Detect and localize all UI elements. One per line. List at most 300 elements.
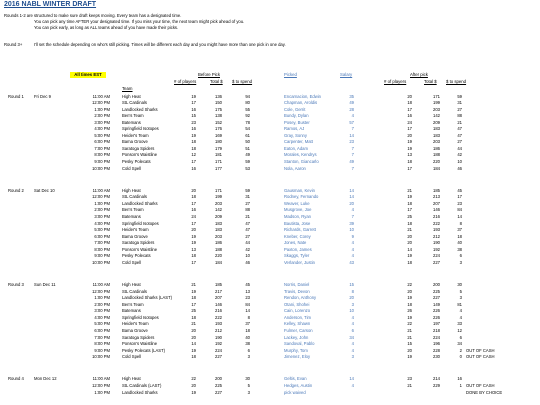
cell-at: 224 — [433, 253, 440, 259]
cell-at: 216 — [433, 214, 440, 220]
cell-team: Ben's Team — [122, 113, 144, 119]
cell-n: 18 — [191, 354, 196, 360]
cell-n: 20 — [191, 187, 196, 193]
cell-s: 51 — [245, 145, 250, 151]
cell-picked: Lackey, John — [284, 334, 309, 340]
cell-picked: Musgrove, Joe — [284, 207, 312, 213]
cell-t: 193 — [215, 321, 222, 327]
cell-sal: 34 — [349, 334, 354, 340]
cell-an: 21 — [407, 383, 412, 388]
cell-n: 12 — [191, 152, 196, 158]
after-pick-header: After pick — [410, 72, 428, 77]
cell-s: 3 — [247, 354, 250, 360]
cell-at: 218 — [433, 327, 440, 333]
cell-sal: 14 — [349, 194, 354, 200]
cell-note: OUT OF CASH — [466, 347, 495, 353]
cell-t: 225 — [215, 383, 222, 388]
cell-n: 19 — [191, 240, 196, 246]
cell-sal: 7 — [351, 165, 354, 171]
cell-picked: Otani, Shohei — [284, 301, 310, 307]
cell-s: 80 — [245, 100, 250, 106]
cell-an: 17 — [407, 207, 412, 213]
cell-as: 33 — [457, 321, 462, 327]
cell-s: 23 — [245, 295, 250, 301]
cell-an: 17 — [407, 165, 412, 171]
cell-at: 222 — [433, 220, 440, 226]
cell-t: 175 — [215, 106, 222, 112]
cell-sal: 28 — [349, 106, 354, 112]
cell-picked: Rodney, Fernando — [284, 194, 319, 200]
cell-team: Bama Groove — [122, 327, 148, 333]
cell-picked: Travis, Devon — [284, 288, 310, 294]
intro-round3-label: Round 3+ — [4, 42, 23, 47]
cell-as: 88 — [457, 113, 462, 119]
cell-s: 40 — [245, 334, 250, 340]
cell-at: 228 — [433, 347, 440, 353]
table-row — [0, 354, 540, 361]
cell-as: 5 — [459, 288, 462, 294]
cell-team: Pesky Polecats — [122, 253, 151, 259]
cell-t: 209 — [215, 214, 222, 220]
cell-n: 21 — [191, 321, 196, 327]
cell-t: 183 — [215, 220, 222, 226]
cell-at: 196 — [433, 341, 440, 347]
cell-picked: Ramos, AJ — [284, 126, 305, 132]
cell-n: 17 — [191, 159, 196, 164]
cell-n: 20 — [191, 227, 196, 233]
cell-time: 11:00 AM — [92, 187, 110, 193]
cell-team: Bama Groove — [122, 233, 148, 239]
cell-at: 229 — [433, 383, 440, 388]
cell-s: 84 — [245, 301, 250, 307]
cell-time: 3:00 PM — [94, 214, 110, 220]
cell-sal: 35 — [349, 93, 354, 99]
cell-sal: 4 — [351, 341, 354, 347]
cell-t: 227 — [215, 354, 222, 360]
cell-as: 38 — [457, 246, 462, 252]
cell-an: 19 — [407, 295, 412, 301]
cell-as: 46 — [457, 165, 462, 171]
cell-time: 4:00 PM — [94, 220, 110, 226]
cell-picked: Kelley, Shawn — [284, 321, 311, 327]
cell-s: 8 — [247, 314, 250, 320]
cell-sal: 43 — [349, 259, 354, 265]
cell-team: Saratoga Spiders — [122, 240, 155, 246]
cell-team: Springfield Isotopes — [122, 314, 159, 320]
cell-an: 14 — [407, 246, 412, 252]
cell-team: Ponson's Waistline — [122, 246, 158, 252]
cell-at: 193 — [433, 227, 440, 233]
cell-picked: Bautista, Jose — [284, 220, 311, 226]
cell-picked: Jimenez, Eloy — [284, 354, 311, 360]
after-total-header: Total $ — [424, 79, 437, 84]
cell-as: 6 — [459, 334, 462, 340]
cell-t: 146 — [215, 301, 222, 307]
cell-at: 149 — [433, 301, 440, 307]
cell-at: 185 — [433, 187, 440, 193]
cell-picked: Cole, Gerrit — [284, 106, 306, 112]
cell-picked: Carpenter, Matt — [284, 139, 313, 145]
cell-as: 23 — [457, 200, 462, 206]
cell-picked: Madson, Ryan — [284, 214, 311, 220]
cell-n: 17 — [191, 100, 196, 106]
cell-as: 47 — [457, 132, 462, 138]
cell-t: 152 — [215, 119, 222, 125]
all-times-label: All times EST — [70, 72, 106, 78]
cell-s: 59 — [245, 187, 250, 193]
cell-team: Ben's Team — [122, 207, 144, 213]
cell-round: Round 1 — [8, 93, 24, 99]
cell-time: 4:00 PM — [94, 126, 110, 132]
cell-an: 18 — [407, 159, 412, 164]
cell-at: 192 — [433, 246, 440, 252]
cell-date: Fri Dec 9 — [34, 93, 51, 99]
cell-n: 17 — [191, 259, 196, 265]
cell-an: 21 — [407, 334, 412, 340]
cell-n: 19 — [191, 233, 196, 239]
cell-date: Sun Dec 11 — [34, 282, 56, 288]
cell-an: 18 — [407, 100, 412, 106]
cell-time: 8:00 PM — [94, 152, 110, 158]
cell-picked: Fulmer, Carson — [284, 327, 313, 333]
cell-an: 16 — [407, 113, 412, 119]
cell-an: 19 — [407, 194, 412, 200]
cell-time: 10:00 PM — [92, 165, 110, 171]
cell-an: 24 — [407, 119, 412, 125]
cell-sal: 20 — [349, 295, 354, 301]
cell-picked: Richards, Garrett — [284, 227, 316, 233]
cell-sal: 14 — [349, 132, 354, 138]
cell-s: 27 — [245, 200, 250, 206]
cell-t: 200 — [215, 376, 222, 382]
cell-team: StL Cardinals — [122, 194, 147, 200]
cell-sal: 23 — [349, 139, 354, 145]
cell-team: StL Cardinals — [122, 100, 147, 106]
cell-at: 186 — [433, 145, 440, 151]
cell-picked: Norris, Daniel — [284, 282, 310, 288]
cell-s: 50 — [245, 139, 250, 145]
cell-as: 4 — [459, 308, 462, 314]
cell-team: Cold Spell — [122, 165, 142, 171]
cell-n: 16 — [191, 207, 196, 213]
cell-sal: 7 — [351, 152, 354, 158]
cell-an: 26 — [407, 308, 412, 314]
cell-team: Springfield Isotopes — [122, 126, 159, 132]
cell-t: 184 — [215, 259, 222, 265]
cell-s: 3 — [247, 389, 250, 395]
cell-n: 19 — [191, 389, 196, 395]
cell-an: 21 — [407, 327, 412, 333]
cell-an: 19 — [407, 314, 412, 320]
cell-as: 8 — [459, 220, 462, 226]
cell-at: 230 — [433, 354, 440, 360]
cell-picked: Verlander, Justin — [284, 259, 315, 265]
cell-picked: Stanton, Giancarlo — [284, 159, 319, 164]
cell-picked: Cain, Lorenzo — [284, 308, 311, 314]
page-title: 2016 NABL WINTER DRAFT — [4, 1, 97, 8]
cell-sal: 49 — [349, 159, 354, 164]
cell-an: 15 — [407, 341, 412, 347]
cell-as: 42 — [457, 152, 462, 158]
cell-time: 12:00 PM — [92, 288, 110, 294]
cell-sal: 3 — [351, 354, 354, 360]
cell-t: 207 — [215, 295, 222, 301]
cell-s: 42 — [245, 246, 250, 252]
cell-at: 203 — [433, 139, 440, 145]
cell-s: 45 — [245, 282, 250, 288]
cell-s: 18 — [245, 327, 250, 333]
cell-time: 9:00 PM — [94, 347, 110, 353]
cell-t: 222 — [215, 314, 222, 320]
cell-s: 78 — [245, 119, 250, 125]
cell-as: 3 — [459, 295, 462, 301]
cell-time: 2:00 PM — [94, 207, 110, 213]
cell-t: 181 — [215, 152, 222, 158]
cell-t: 199 — [215, 194, 222, 200]
intro-line-4: I'll set the schedule depending on who's still picking. Times will be different each day and you might have more than one pick in one day. — [34, 42, 286, 47]
cell-sal: 7 — [351, 145, 354, 151]
cell-as: 18 — [457, 233, 462, 239]
cell-n: 18 — [191, 295, 196, 301]
cell-at: 200 — [433, 282, 440, 288]
cell-n: 22 — [191, 376, 196, 382]
cell-time: 12:00 PM — [92, 100, 110, 106]
cell-picked: Nola, Aaron — [284, 165, 306, 171]
cell-team: Landlocked Sharks (LAST) — [122, 295, 173, 301]
table-row — [0, 260, 540, 267]
after-to-spend-header: $ to spend — [446, 79, 467, 84]
cell-at: 214 — [433, 376, 440, 382]
cell-team: Ben's Team — [122, 301, 144, 307]
cell-time: 3:00 PM — [94, 119, 110, 125]
cell-team: Pesky Polecats (LAST) — [122, 347, 166, 353]
cell-at: 227 — [433, 259, 440, 265]
cell-sal: 10 — [349, 308, 354, 314]
cell-team: StL Cardinals (LAST) — [122, 383, 162, 388]
cell-sal: 4 — [351, 383, 354, 388]
cell-at: 220 — [433, 159, 440, 164]
cell-picked: Murphy, Tom — [284, 347, 308, 353]
cell-s: 59 — [245, 159, 250, 164]
cell-as: 2 — [459, 347, 462, 353]
cell-s: 37 — [245, 321, 250, 327]
cell-s: 94 — [245, 93, 250, 99]
cell-n: 20 — [191, 383, 196, 388]
cell-sal: 4 — [351, 246, 354, 252]
after-num-players-header: # of players — [384, 79, 407, 84]
cell-sal: 4 — [351, 240, 354, 246]
cell-s: 13 — [245, 288, 250, 294]
cell-as: 10 — [457, 159, 462, 164]
cell-time: 7:00 PM — [94, 240, 110, 246]
cell-picked: Anderson, Tim — [284, 314, 311, 320]
cell-team: Heider's Team — [122, 132, 149, 138]
cell-time: 1:00 PM — [94, 389, 110, 395]
cell-n: 18 — [191, 145, 196, 151]
cell-as: 3 — [459, 259, 462, 265]
cell-sal: 4 — [351, 347, 354, 353]
cell-at: 203 — [433, 106, 440, 112]
cell-as: 17 — [457, 194, 462, 200]
picked-header: Picked — [284, 72, 297, 77]
cell-as: 27 — [457, 106, 462, 112]
cell-an: 18 — [407, 259, 412, 265]
cell-picked: Encarnacion, Edwin — [284, 93, 322, 99]
cell-as: 44 — [457, 145, 462, 151]
cell-time: 3:00 PM — [94, 308, 110, 314]
cell-s: 31 — [245, 194, 250, 200]
cell-s: 92 — [245, 113, 250, 119]
cell-s: 61 — [245, 132, 250, 138]
cell-round: Round 2 — [8, 187, 24, 193]
cell-n: 15 — [191, 113, 196, 119]
cell-time: 5:00 PM — [94, 227, 110, 233]
cell-team: StL Cardinals — [122, 288, 147, 294]
cell-picked: Skaggs, Tyler — [284, 253, 310, 259]
cell-at: 171 — [433, 93, 440, 99]
cell-picked: Chapman, Aroldis — [284, 100, 318, 106]
cell-as: 21 — [457, 119, 462, 125]
cell-s: 5 — [247, 383, 250, 388]
cell-n: 19 — [191, 347, 196, 353]
cell-time: 11:00 AM — [92, 376, 110, 382]
cell-team: Batemans — [122, 308, 141, 314]
cell-at: 197 — [433, 321, 440, 327]
cell-note: OUT OF CASH — [466, 354, 495, 360]
cell-an: 20 — [407, 288, 412, 294]
intro-line-3: You can pick early, as long as ALL teams ahead of you have made their picks. — [34, 25, 179, 30]
cell-note: OUT OF CASH — [466, 383, 495, 388]
cell-sal: 8 — [351, 288, 354, 294]
cell-team: Cold Spell — [122, 354, 142, 360]
cell-s: 38 — [245, 341, 250, 347]
cell-team: Springfield Isotopes — [122, 220, 159, 226]
cell-time: 12:00 PM — [92, 383, 110, 388]
cell-at: 207 — [433, 200, 440, 206]
cell-n: 20 — [191, 334, 196, 340]
cell-t: 190 — [215, 334, 222, 340]
cell-at: 226 — [433, 308, 440, 314]
cell-picked: Kneber, Corey — [284, 233, 311, 239]
cell-t: 183 — [215, 227, 222, 233]
cell-time: 7:00 PM — [94, 145, 110, 151]
cell-an: 19 — [407, 145, 412, 151]
cell-t: 203 — [215, 200, 222, 206]
cell-sal: 4 — [351, 253, 354, 259]
cell-as: 4 — [459, 314, 462, 320]
before-pick-header: Before Pick — [198, 72, 220, 77]
cell-team: Heider's Team — [122, 321, 149, 327]
cell-t: 192 — [215, 341, 222, 347]
cell-picked: Rendon, Anthony — [284, 295, 317, 301]
cell-as: 40 — [457, 240, 462, 246]
cell-team: Cold Spell — [122, 259, 142, 265]
cell-an: 19 — [407, 253, 412, 259]
cell-picked: Jones, Nate — [284, 240, 307, 246]
cell-time: 5:00 PM — [94, 132, 110, 138]
cell-team: Ponson's Waistline — [122, 152, 158, 158]
cell-sal: 4 — [351, 314, 354, 320]
cell-time: 11:00 AM — [92, 282, 110, 288]
cell-n: 17 — [191, 301, 196, 307]
cell-team: High Heat — [122, 376, 141, 382]
cell-t: 216 — [215, 308, 222, 314]
cell-s: 53 — [245, 165, 250, 171]
cell-an: 13 — [407, 152, 412, 158]
cell-picked: Paxton, James — [284, 246, 312, 252]
salary-header: Salary — [340, 72, 353, 77]
cell-time: 11:00 AM — [92, 93, 110, 99]
cell-sal: 4 — [351, 207, 354, 213]
cell-t: 142 — [215, 207, 222, 213]
cell-n: 24 — [191, 214, 196, 220]
cell-at: 224 — [433, 334, 440, 340]
cell-s: 6 — [247, 347, 250, 353]
table-row — [0, 166, 540, 173]
cell-as: 47 — [457, 126, 462, 132]
cell-n: 14 — [191, 341, 196, 347]
cell-s: 21 — [245, 214, 250, 220]
cell-t: 220 — [215, 253, 222, 259]
cell-an: 17 — [407, 126, 412, 132]
cell-picked: Morales, Kendrys — [284, 152, 317, 158]
cell-team: Saratoga Spiders — [122, 334, 155, 340]
cell-sal: 6 — [351, 327, 354, 333]
cell-n: 19 — [191, 132, 196, 138]
cell-s: 55 — [245, 106, 250, 112]
cell-an: 23 — [407, 376, 412, 382]
cell-picked: Posey, Buster — [284, 119, 310, 125]
cell-as: 16 — [457, 376, 462, 382]
cell-an: 20 — [407, 233, 412, 239]
cell-an: 22 — [407, 282, 412, 288]
cell-t: 217 — [215, 288, 222, 294]
cell-sal: 7 — [351, 214, 354, 220]
cell-team: High Heat — [122, 187, 141, 193]
cell-sal: 14 — [349, 376, 354, 382]
cell-sal: 4 — [351, 321, 354, 327]
cell-as: 1 — [459, 383, 462, 388]
cell-time: 8:00 PM — [94, 341, 110, 347]
cell-n: 19 — [191, 288, 196, 294]
cell-t: 224 — [215, 347, 222, 353]
num-players-header: # of players — [174, 79, 197, 84]
cell-round: Round 4 — [8, 376, 24, 382]
cell-n: 18 — [191, 314, 196, 320]
cell-t: 186 — [215, 240, 222, 246]
cell-at: 146 — [433, 207, 440, 213]
cell-an: 18 — [407, 301, 412, 307]
cell-date: Mon Dec 12 — [34, 376, 57, 382]
cell-time: 2:00 PM — [94, 113, 110, 119]
cell-s: 47 — [245, 220, 250, 226]
cell-t: 212 — [215, 327, 222, 333]
cell-s: 27 — [245, 233, 250, 239]
cell-s: 54 — [245, 126, 250, 132]
cell-as: 45 — [457, 187, 462, 193]
cell-team: Landlocked Sharks — [122, 200, 158, 206]
cell-time: 1:00 PM — [94, 106, 110, 112]
cell-sal: 57 — [349, 119, 354, 125]
cell-time: 5:00 PM — [94, 321, 110, 327]
cell-as: 27 — [457, 139, 462, 145]
cell-at: 183 — [433, 132, 440, 138]
cell-picked: Weaver, Luke — [284, 200, 310, 206]
cell-at: 225 — [433, 288, 440, 294]
table-row — [0, 390, 540, 397]
cell-s: 10 — [245, 253, 250, 259]
cell-at: 226 — [433, 314, 440, 320]
